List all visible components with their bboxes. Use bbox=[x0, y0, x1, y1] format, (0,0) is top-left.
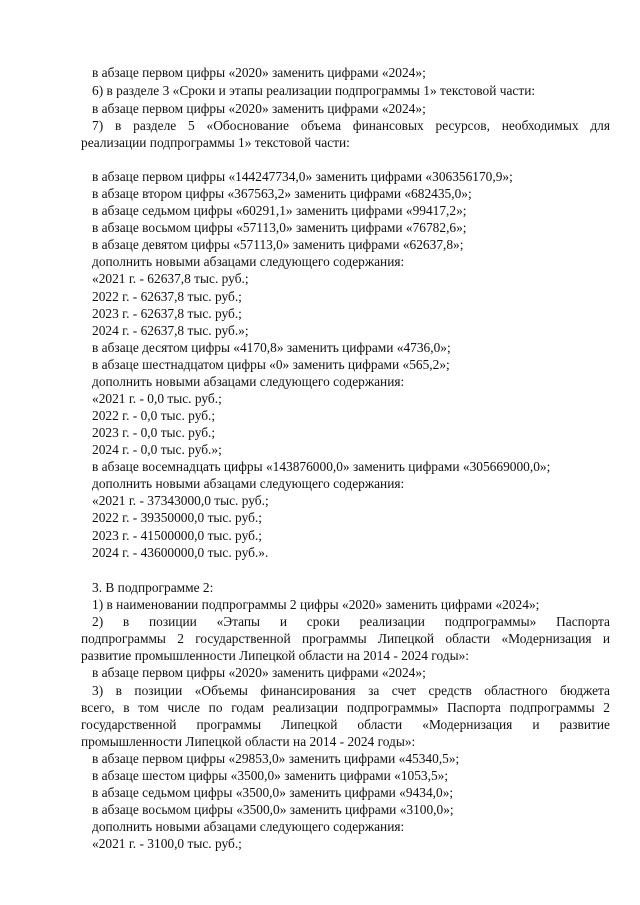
text-line: «2021 г. - 3100,0 тыс. руб.; bbox=[92, 836, 242, 851]
text-line: в абзаце девятом цифры «57113,0» заменить цифрами «62637,8»; bbox=[92, 237, 464, 252]
text-line: в абзаце втором цифры «367563,2» заменить цифрами «682435,0»; bbox=[92, 186, 472, 201]
text-line: в абзаце восемнадцать цифры «143876000,0» заменить цифрами «305669000,0»; bbox=[92, 459, 551, 474]
text-line: 2022 г. - 0,0 тыс. руб.; bbox=[92, 408, 216, 423]
text-line: реализации подпрограммы 1» текстовой части: bbox=[81, 135, 350, 150]
text-line: 2023 г. - 0,0 тыс. руб.; bbox=[92, 425, 216, 440]
text-line: 2023 г. - 41500000,0 тыс. руб.; bbox=[92, 528, 262, 543]
text-line: в абзаце первом цифры «2020» заменить цифрами «2024»; bbox=[92, 665, 426, 680]
text-line: в абзаце седьмом цифры «60291,1» заменить цифрами «99417,2»; bbox=[92, 203, 467, 218]
text-line: 3) в позиции «Объемы финансирования за счет средств областного бюджета bbox=[92, 683, 610, 698]
text-line: в абзаце шестнадцатом цифры «0» заменить цифрами «565,2»; bbox=[92, 357, 450, 372]
text-line: «2021 г. - 0,0 тыс. руб.; bbox=[92, 391, 222, 406]
text-line: в абзаце восьмом цифры «3500,0» заменить цифрами «3100,0»; bbox=[92, 802, 454, 817]
text-line: дополнить новыми абзацами следующего содержания: bbox=[92, 254, 405, 269]
text-line: подпрограммы 2 государственной программы Липецкой области «Модернизация и bbox=[81, 631, 610, 646]
text-line: всего, в том числе по годам реализации подпрограммы» Паспорта подпрограммы 2 bbox=[81, 700, 610, 715]
text-line: в абзаце десятом цифры «4170,8» заменить цифрами «4736,0»; bbox=[92, 340, 451, 355]
text-line: 1) в наименовании подпрограммы 2 цифры «2020» заменить цифрами «2024»; bbox=[92, 597, 540, 612]
text-line: развитие промышленности Липецкой области на 2014 - 2024 годы»: bbox=[81, 648, 469, 663]
text-line: в абзаце седьмом цифры «3500,0» заменить цифрами «9434,0»; bbox=[92, 785, 454, 800]
text-line: в абзаце первом цифры «144247734,0» заменить цифрами «306356170,9»; bbox=[92, 169, 513, 184]
text-line: 2) в позиции «Этапы и сроки реализации подпрограммы» Паспорта bbox=[92, 614, 610, 629]
text-line: 2022 г. - 62637,8 тыс. руб.; bbox=[92, 289, 242, 304]
text-line: промышленности Липецкой области на 2014 - 2024 годы»: bbox=[81, 734, 416, 749]
text-line: в абзаце первом цифры «29853,0» заменить цифрами «45340,5»; bbox=[92, 751, 460, 766]
text-line: 2023 г. - 62637,8 тыс. руб.; bbox=[92, 306, 242, 321]
text-line: дополнить новыми абзацами следующего содержания: bbox=[92, 476, 405, 491]
text-line: в абзаце первом цифры «2020» заменить цифрами «2024»; bbox=[92, 101, 426, 116]
text-line: 2024 г. - 0,0 тыс. руб.»; bbox=[92, 442, 222, 457]
text-line: 6) в разделе 3 «Сроки и этапы реализации подпрограммы 1» текстовой части: bbox=[92, 83, 536, 98]
text-line: государственной программы Липецкой области «Модернизация и развитие bbox=[81, 717, 610, 732]
text-line: в абзаце восьмом цифры «57113,0» заменить цифрами «76782,6»; bbox=[92, 220, 467, 235]
text-line: 2022 г. - 39350000,0 тыс. руб.; bbox=[92, 510, 262, 525]
section-heading: 3. В подпрограмме 2: bbox=[92, 580, 214, 595]
text-line: 2024 г. - 62637,8 тыс. руб.»; bbox=[92, 323, 249, 338]
text-line: в абзаце первом цифры «2020» заменить цифрами «2024»; bbox=[92, 65, 426, 80]
text-line: 7) в разделе 5 «Обоснование объема финансовых ресурсов, необходимых для bbox=[92, 118, 610, 133]
text-line: в абзаце шестом цифры «3500,0» заменить цифрами «1053,5»; bbox=[92, 768, 449, 783]
text-line: 2024 г. - 43600000,0 тыс. руб.». bbox=[92, 545, 269, 560]
text-line: «2021 г. - 62637,8 тыс. руб.; bbox=[92, 271, 249, 286]
text-line: «2021 г. - 37343000,0 тыс. руб.; bbox=[92, 493, 269, 508]
text-line: дополнить новыми абзацами следующего содержания: bbox=[92, 374, 405, 389]
text-line: дополнить новыми абзацами следующего содержания: bbox=[92, 819, 405, 834]
